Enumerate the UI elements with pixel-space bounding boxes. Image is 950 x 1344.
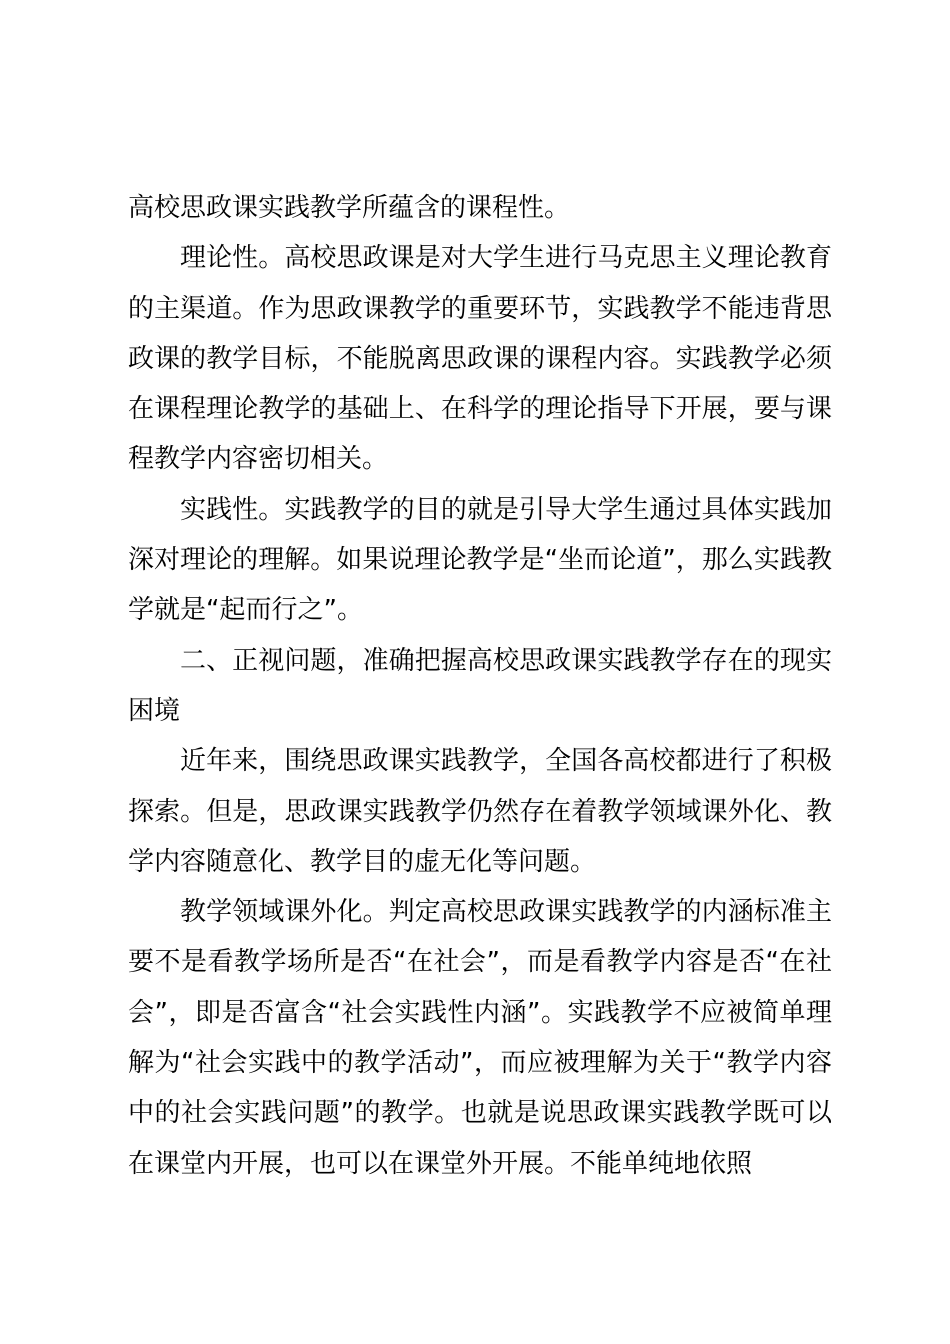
section-heading: 二、正视问题，准确把握高校思政课实践教学存在的现实困境 <box>128 645 832 726</box>
paragraph-recent-years: 近年来，围绕思政课实践教学，全国各高校都进行了积极探索。但是，思政课实践教学仍然存在着教学领域课外化、教学内容随意化、教学目的虚无化等问题。 <box>128 746 832 877</box>
paragraph-extracurricular: 教学领域课外化。判定高校思政课实践教学的内涵标准主要不是看教学场所是否“在社会”，而是看教学内容是否“在社会”，即是否富含“社会实践性内涵”。实践教学不应被简单理解为“社会实践中的教学活动”，而应被理解为关于“教学内容中的社会实践问题”的教学。也就是说思政课实践教学既可以在课堂内开展，也可以在课堂外开展。不能单纯地依照 <box>128 897 832 1179</box>
paragraph-theoretical: 理论性。高校思政课是对大学生进行马克思主义理论教育的主渠道。作为思政课教学的重要环节，实践教学不能违背思政课的教学目标，不能脱离思政课的课程内容。实践教学必须在课程理论教学的基础上、在科学的理论指导下开展，要与课程教学内容密切相关。 <box>128 243 832 475</box>
document-body <box>128 183 832 1189</box>
paragraph-continuation: 高校思政课实践教学所蕴含的课程性。 <box>128 193 571 223</box>
paragraph-practical: 实践性。实践教学的目的就是引导大学生通过具体实践加深对理论的理解。如果说理论教学是“坐而论道”，那么实践教学就是“起而行之”。 <box>128 494 832 626</box>
